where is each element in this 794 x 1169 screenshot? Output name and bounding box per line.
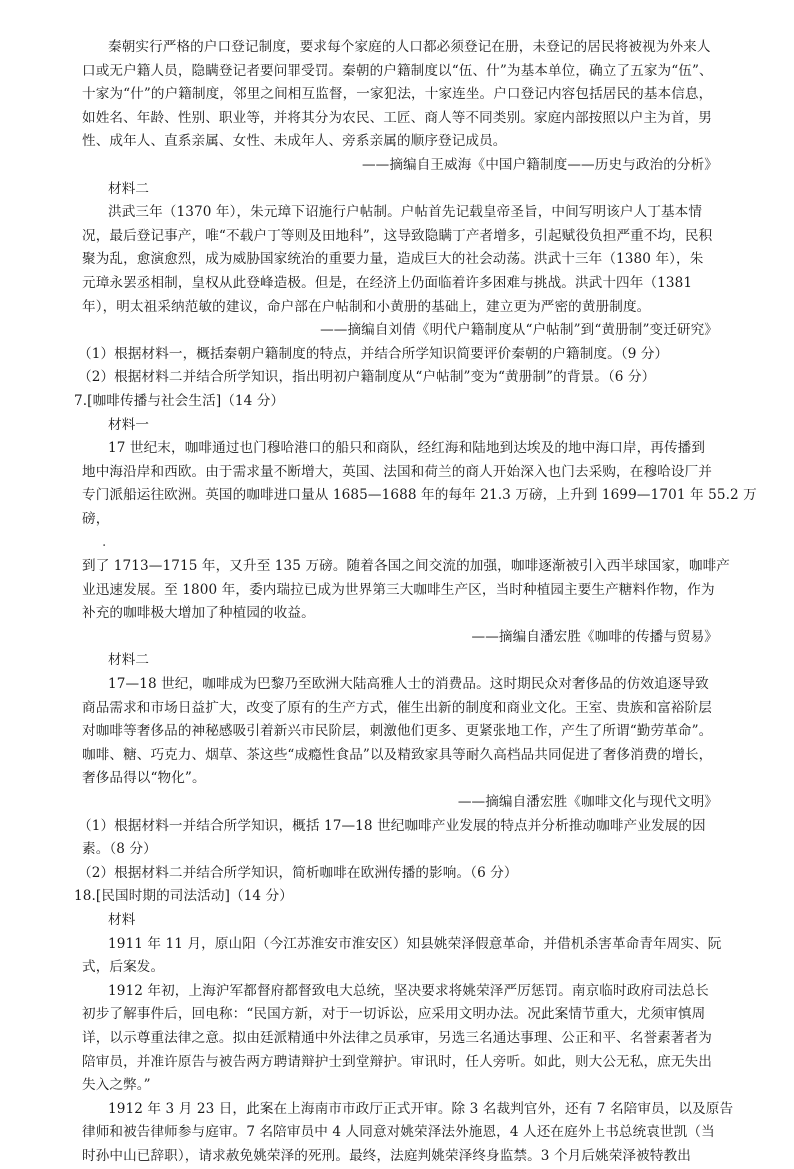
paragraph-line: 地中海沿岸和西欧。由于需求量不断增大，英国、法国和荷兰的商人开始深入也门去采购，在穆哈设厂并 — [82, 463, 712, 480]
paragraph-line: 17 世纪末，咖啡通过也门穆哈港口的船只和商队，经红海和陆地到达埃及的地中海口岸，再传播到 — [108, 440, 706, 457]
paragraph-line: 聚为乱，愈演愈烈，成为威胁国家统治的重要力量，造成巨大的社会动荡。洪武十三年（1380 年），朱 — [82, 251, 704, 268]
source-citation: ——摘编自潘宏胜《咖啡的传播与贸易》 — [471, 628, 718, 645]
question-line: （1）根据材料一并结合所学知识，概括 17—18 世纪咖啡产业发展的特点并分析推动咖啡产业发展的因 — [78, 817, 706, 834]
paragraph-line: 磅， — [82, 510, 110, 527]
paragraph-line: 失入之弊。” — [82, 1077, 151, 1094]
question-line: （2）根据材料二并结合所学知识，指出明初户籍制度从“户帖制”变为“黄册制”的背景。（6 分） — [78, 369, 656, 386]
exam-page — [74, 36, 757, 1169]
paragraph-line: 详，以示尊重法律之意。拟由廷派精通中外法律之员承审，另选三名通达事理、公正和平、名誉素著者为 — [82, 1029, 712, 1046]
paragraph-line: 业迅速发展。至 1800 年，委内瑞拉已成为世界第三大咖啡生产区，当时种植园主要生产糖料作物，作为 — [82, 581, 715, 598]
paragraph-line: 元璋永罢丞相制，皇权从此登峰造极。但是，在经济上仍面临着许多困难与挑战。洪武十四年（1381 — [82, 274, 693, 291]
paragraph-line: 秦朝实行严格的户口登记制度，要求每个家庭的人口都必须登记在册，未登记的居民将被视为外来人 — [108, 39, 711, 55]
question-line: 素。（8 分） — [82, 841, 157, 858]
paragraph-line: 17—18 世纪，咖啡成为巴黎乃至欧洲大陆高雅人士的消费品。这时期民众对奢侈品的仿效追逐导致 — [108, 676, 709, 693]
paragraph-line: 1912 年 3 月 23 日，此案在上海南市市政厅正式开审。除 3 名裁判官外，还有 7 名陪审员，以及原告 — [108, 1100, 734, 1117]
paragraph-line: 时孙中山已辞职），请求赦免姚荣泽的死刑。最终，法庭判姚荣泽终身监禁。3 个月后姚荣泽被特教出 — [82, 1147, 691, 1164]
paragraph-line: 商品需求和市场日益扩大，改变了原有的生产方式，催生出新的制度和商业文化。王室、贵族和富裕阶层 — [82, 699, 712, 716]
source-citation: ——摘编自潘宏胜《咖啡文化与现代文明》 — [457, 794, 718, 810]
paragraph-line: 对咖啡等奢侈品的神秘感吸引着新兴市民阶层，刺激他们更多、更紧张地工作，产生了所谓“勤劳革命”。 — [82, 723, 713, 740]
material-label: 材料一 — [108, 416, 150, 433]
material-label: 材料二 — [108, 180, 150, 197]
paragraph-line: 如姓名、年龄、性别、职业等，并将其分为农民、工匠、商人等不同类别。家庭内部按照以户主为首，男 — [82, 109, 712, 126]
paragraph-line: 年），明太祖采纳范敏的建议，命户部在户帖制和小黄册的基础上，建立更为严密的黄册制度。 — [82, 298, 651, 315]
paragraph-line: 1911 年 11 月，原山阳（今江苏淮安市淮安区）知县姚荣泽假意革命，并借机杀害革命青年周实、阮 — [108, 935, 722, 952]
paragraph-line: 咖啡、糖、巧克力、烟草、茶这些“成瘾性食品”以及精致家具等耐久高档品共同促进了奢侈消费的增长， — [82, 746, 713, 763]
question-heading: 7.[咖啡传播与社会生活]（14 分） — [74, 392, 285, 409]
paragraph-line: 洪武三年（1370 年），朱元璋下诏施行户帖制。户帖首先记载皇帝圣旨，中间写明该户人丁基本情 — [108, 204, 703, 221]
paragraph-line: 奢侈品得以“物化”。 — [82, 770, 206, 787]
paragraph-line: 到了 1713—1715 年，又升至 135 万磅。随着各国之间交流的加强，咖啡逐渐被引入西半球国家，咖啡产 — [82, 558, 730, 575]
paragraph-line: 况，最后登记事产，唯“不载户丁等则及田地科”，这导致隐瞒丁产者增多，引起赋役负担严重不均，民积 — [82, 227, 713, 244]
paragraph-line: 性、成年人、直系亲属、女性、未成年人、旁系亲属的顺序登记成员。 — [82, 133, 507, 150]
material-label: 材料 — [108, 911, 136, 928]
question-line: （2）根据材料二并结合所学知识，简析咖啡在欧洲传播的影响。（6 分） — [78, 864, 518, 881]
source-citation: ——摘编自刘倩《明代户籍制度从“户帖制”到“黄册制”变迁研究》 — [320, 322, 718, 339]
paragraph-line: 初步了解事件后，回电称：“民国方新，对于一切诉讼，应采用文明办法。况此案情节重大，尤须审慎周 — [82, 1006, 706, 1023]
question-line: （1）根据材料一，概括秦朝户籍制度的特点，并结合所学知识简要评价秦朝的户籍制度。（9 分） — [78, 345, 669, 362]
paragraph-line: 1912 年初，上海沪军都督府都督致电大总统，坚决要求将姚荣泽严厉惩罚。南京临时政府司法总长 — [108, 982, 709, 999]
paragraph-line: 律师和被告律师参与庭审。7 名陪审员中 4 人同意对姚荣泽法外施恩，4 人还在庭外上书总统袁世凯（当 — [82, 1124, 715, 1141]
paragraph-line: 口或无户籍人员，隐瞒登记者要问罪受罚。秦朝的户籍制度以“伍、什”为基本单位，确立了五家为“伍”、 — [82, 62, 713, 79]
stray-mark: . — [102, 534, 107, 551]
paragraph-line: 专门派船运往欧洲。英国的咖啡进口量从 1685—1688 年的每年 21.3 万磅，上升到 1699—1701 年 55.2 万 — [82, 487, 757, 504]
paragraph-line: 式，后案发。 — [82, 959, 165, 976]
paragraph-line: 十家为“什”的户籍制度，邻里之间相互监督，一家犯法，十家连坐。户口登记内容包括居民的基本信息， — [82, 86, 713, 103]
source-citation: ——摘编自王威海《中国户籍制度——历史与政治的分析》 — [361, 156, 718, 173]
question-heading: 18.[民国时期的司法活动]（14 分） — [74, 888, 293, 905]
paragraph-line: 陪审员，并准许原告与被告两方聘请辩护士到堂辩护。审讯时，任人旁听。如此，则大公无私，庶无失出 — [82, 1053, 712, 1070]
paragraph-line: 补充的咖啡极大增加了种植园的收益。 — [82, 605, 315, 622]
material-label: 材料二 — [108, 652, 150, 669]
